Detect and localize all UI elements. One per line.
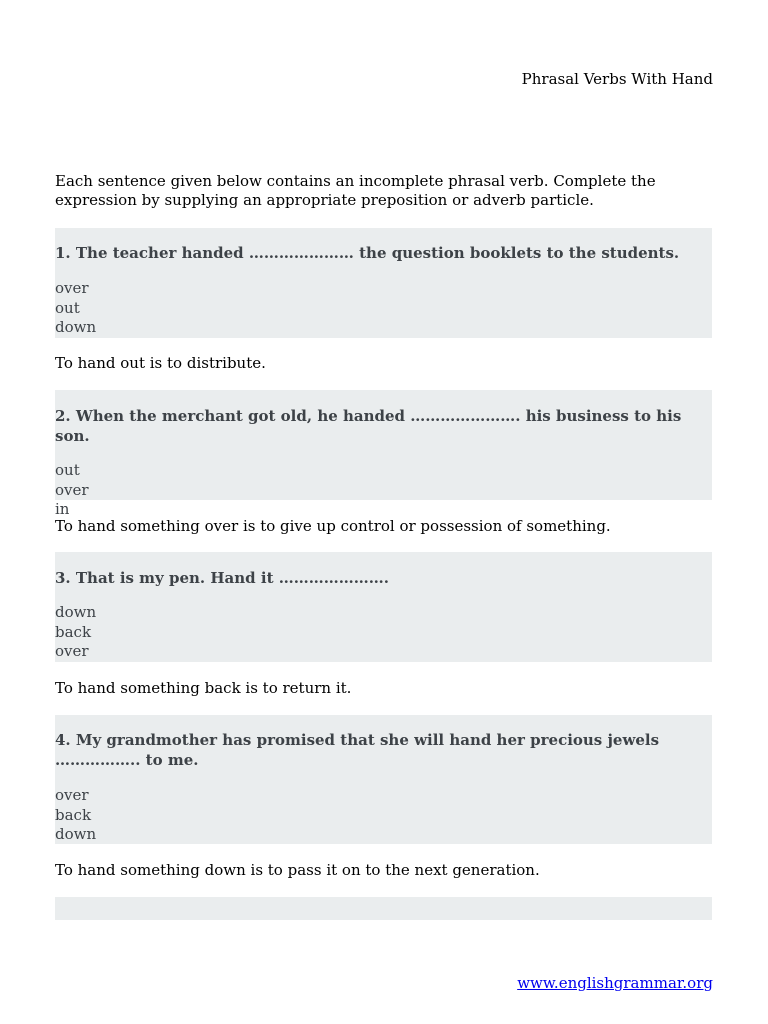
answer-option[interactable]: over bbox=[55, 786, 89, 804]
answer-option[interactable]: down bbox=[55, 825, 97, 843]
answer-option[interactable]: over bbox=[55, 480, 89, 499]
question-block-1 bbox=[55, 228, 712, 338]
answer-option[interactable]: down bbox=[55, 318, 97, 336]
website-link[interactable]: www.englishgrammar.org bbox=[517, 974, 713, 992]
answer-options bbox=[55, 461, 712, 520]
answer-option[interactable]: down bbox=[55, 603, 97, 621]
question-text: 2. When the merchant got old, he handed …………………. his business to his son. bbox=[55, 407, 682, 445]
question-text: 4. My grandmother has promised that she will hand her precious jewels …………….. to me. bbox=[55, 731, 660, 769]
answer-explanation: To hand something over is to give up control or possession of something. bbox=[55, 517, 611, 535]
answer-option[interactable]: back bbox=[55, 805, 92, 824]
page-title: Phrasal Verbs With Hand bbox=[521, 70, 713, 88]
answer-explanation: To hand something down is to pass it on to the next generation. bbox=[55, 861, 540, 879]
question-text: 3. That is my pen. Hand it …………………. bbox=[55, 569, 389, 587]
answer-option[interactable]: in bbox=[55, 500, 70, 518]
answer-option[interactable]: over bbox=[55, 642, 89, 660]
answer-explanation: To hand something back is to return it. bbox=[55, 679, 352, 697]
question-block-5 bbox=[55, 897, 712, 920]
answer-explanation: To hand out is to distribute. bbox=[55, 354, 266, 372]
answer-option[interactable]: out bbox=[55, 461, 80, 479]
answer-options bbox=[55, 603, 712, 662]
instructions-text: Each sentence given below contains an incomplete phrasal verb. Complete the expression by supplying an appropriate preposition or adverb particle. bbox=[55, 172, 656, 209]
question-block-4 bbox=[55, 715, 712, 844]
answer-options bbox=[55, 279, 712, 338]
question-text: 1. The teacher handed ………………… the question booklets to the students. bbox=[55, 244, 680, 262]
answer-option[interactable]: out bbox=[55, 298, 80, 317]
answer-option[interactable]: over bbox=[55, 279, 89, 297]
question-block-2 bbox=[55, 390, 712, 518]
question-block-3 bbox=[55, 552, 712, 662]
answer-options bbox=[55, 786, 712, 845]
answer-option[interactable]: back bbox=[55, 622, 92, 641]
